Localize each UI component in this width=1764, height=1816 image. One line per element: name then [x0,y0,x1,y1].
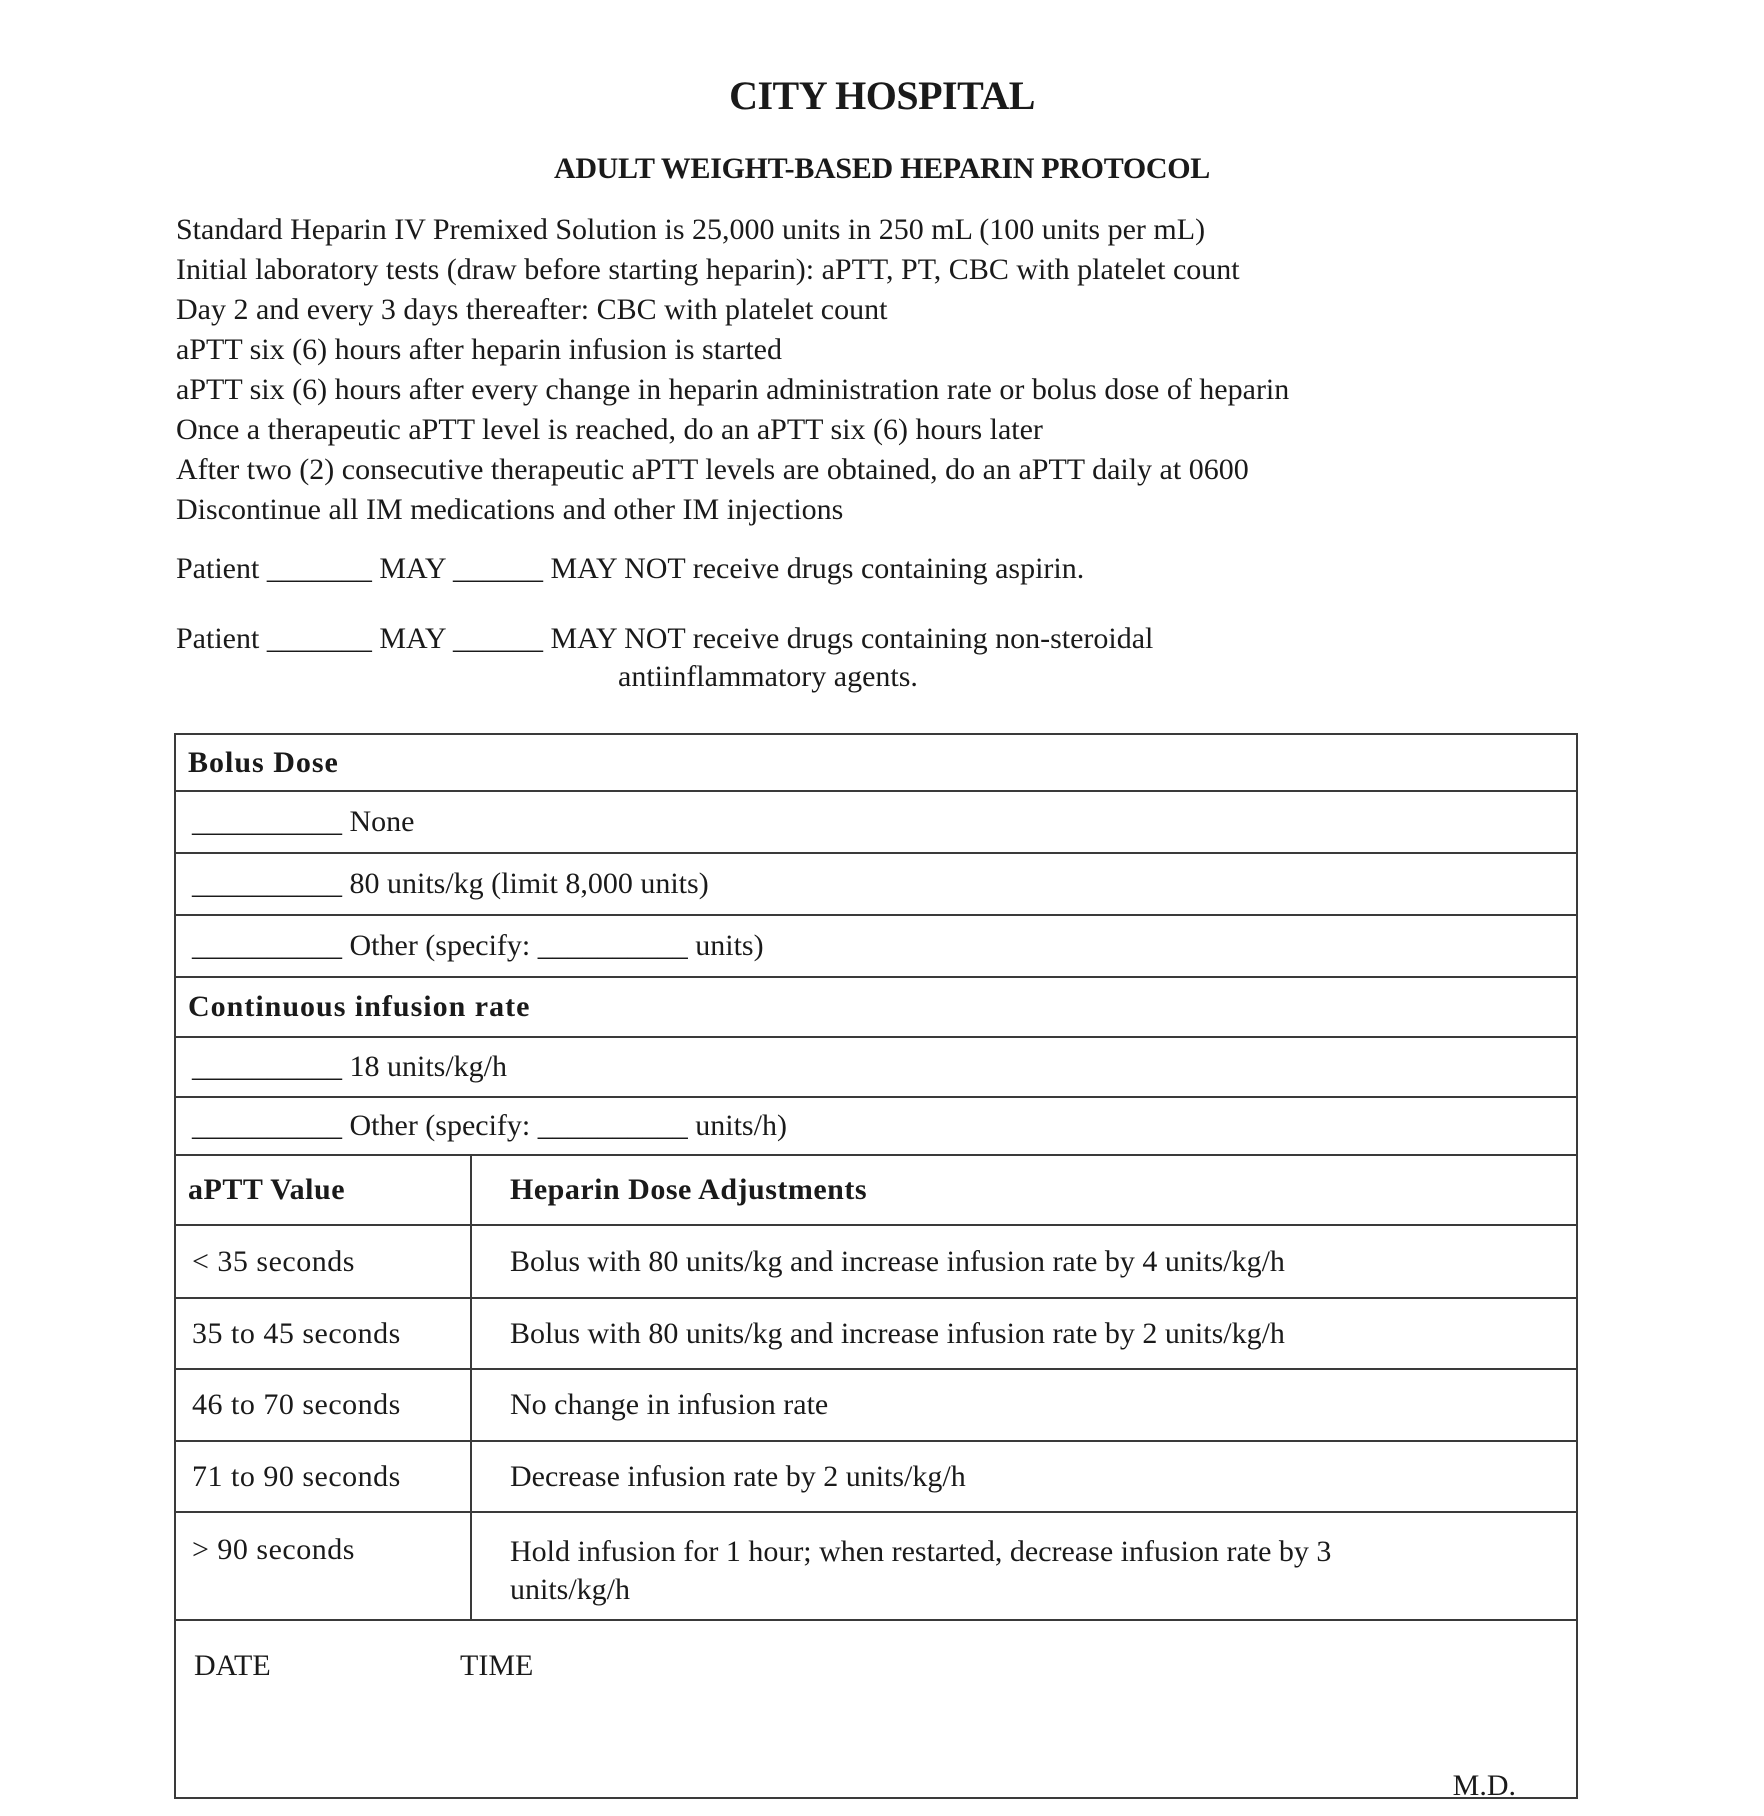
signature-section[interactable] [176,1621,1576,1802]
adjustment-cell: No change in infusion rate [510,1388,829,1421]
aptt-value-cell: < 35 seconds [176,1226,472,1297]
table-row [176,1513,1576,1621]
infusion-option-other[interactable]: __________ Other (specify: __________ units/h) [176,1098,1576,1156]
protocol-title: ADULT WEIGHT-BASED HEPARIN PROTOCOL [553,152,1211,185]
table-row [176,1299,1576,1370]
infusion-option-18-units[interactable]: __________ 18 units/kg/h [176,1038,1576,1098]
bolus-option-80-units[interactable]: __________ 80 units/kg (limit 8,000 units) [176,854,1576,916]
nsaid-consent-text-cont: antiinflammatory agents. [618,660,918,693]
table-row [176,1226,1576,1299]
adjustment-text: Hold infusion for 1 hour; when restarted, decrease infusion rate by 3 units/kg/h [510,1535,1332,1606]
instruction-line: Once a therapeutic aPTT level is reached, do an aPTT six (6) hours later [176,413,1043,446]
instruction-line: Discontinue all IM medications and other IM injections [176,493,844,526]
adjustment-cell: Decrease infusion rate by 2 units/kg/h [510,1459,966,1493]
instructions-list [176,210,1596,530]
aptt-value-cell: 71 to 90 seconds [176,1442,472,1511]
aspirin-consent[interactable] [176,550,1596,588]
time-label: TIME [460,1649,534,1682]
adjustment-table-header [176,1156,1576,1226]
date-label: DATE [194,1649,271,1682]
instruction-line: After two (2) consecutive therapeutic aPTT levels are obtained, do an aPTT daily at 0600 [176,453,1249,486]
aptt-value-cell: > 90 seconds [176,1513,472,1619]
instruction-line: Standard Heparin IV Premixed Solution is 25,000 units in 250 mL (100 units per mL) [176,213,1206,246]
bolus-option-none[interactable]: __________ None [176,792,1576,854]
instruction-line: aPTT six (6) hours after every change in heparin administration rate or bolus dose of heparin [176,373,1290,406]
bolus-dose-heading: Bolus Dose [176,735,1576,792]
infusion-rate-heading: Continuous infusion rate [176,978,1576,1038]
table-row [176,1442,1576,1513]
adjustment-cell: Bolus with 80 units/kg and increase infusion rate by 4 units/kg/h [510,1244,1285,1278]
instruction-line: Initial laboratory tests (draw before starting heparin): aPTT, PT, CBC with platelet count [176,253,1240,286]
aptt-value-cell: 46 to 70 seconds [176,1370,472,1440]
table-row [176,1370,1576,1442]
md-signature-label: M.D. [1452,1769,1516,1802]
aptt-value-header: aPTT Value [176,1156,472,1224]
bolus-option-other[interactable]: __________ Other (specify: __________ units) [176,916,1576,978]
hospital-name: CITY HOSPITAL [729,73,1035,118]
aptt-value-cell: 35 to 45 seconds [176,1299,472,1368]
instruction-line: Day 2 and every 3 days thereafter: CBC with platelet count [176,293,888,326]
nsaid-consent-text: Patient _______ MAY ______ MAY NOT receive drugs containing non-steroidal [176,622,1154,655]
instruction-line: aPTT six (6) hours after heparin infusion is started [176,333,782,366]
nsaid-consent[interactable] [176,620,1596,696]
aspirin-consent-text: Patient _______ MAY ______ MAY NOT receive drugs containing aspirin. [176,552,1085,585]
adjustment-cell [472,1513,1576,1619]
dosing-form-table [174,733,1578,1802]
adjustment-cell: Bolus with 80 units/kg and increase infusion rate by 2 units/kg/h [510,1316,1285,1350]
heparin-adjustment-header: Heparin Dose Adjustments [510,1173,868,1206]
